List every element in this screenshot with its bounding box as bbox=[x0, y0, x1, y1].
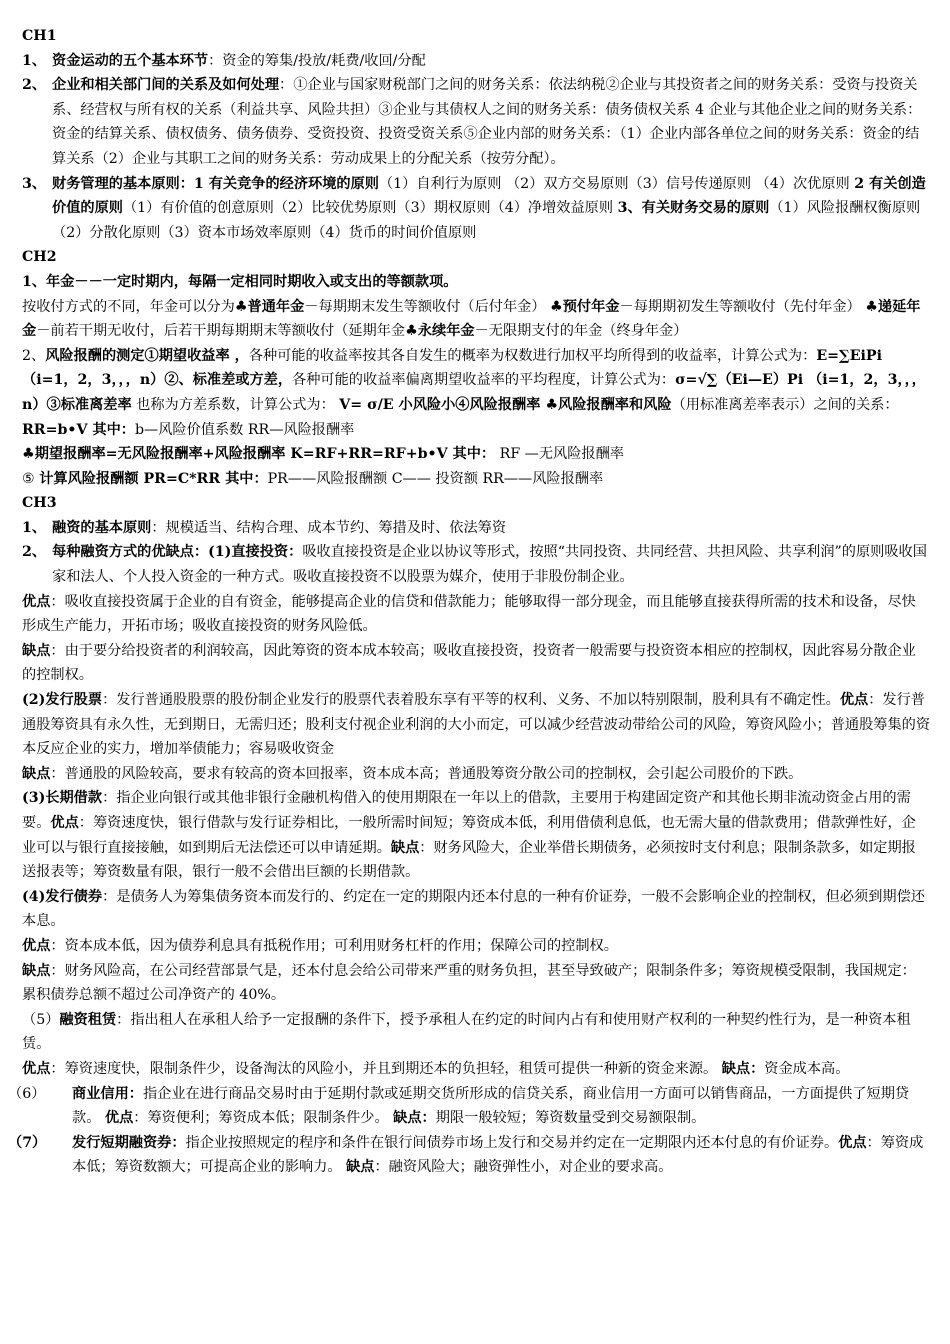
item-text: ：资金的筹集/投放/耗费/收回/分配 bbox=[208, 52, 426, 69]
text: ：筹资便利；筹资成本低；限制条件少。 bbox=[133, 1110, 394, 1127]
text: ：普通股的风险较高，要求有较高的资本回报率，资本成本高；普通股筹资分散公司的控制权，会引起公司股价的下跌。 bbox=[50, 765, 803, 782]
item-number: （7） bbox=[8, 1134, 47, 1151]
pros-label: 优点 bbox=[22, 1060, 51, 1077]
section-label: 发行短期融资券： bbox=[72, 1134, 186, 1151]
text: ：筹资速度快，限制条件少，设备淘汰的风险小，并且到期还本的负担轻，租赁可提供一种新的资金来源。 bbox=[50, 1060, 722, 1077]
text: ：指企业向银行或其他非银行金融机构借入的使用期限在一年以上的借款，主要用于构建固定资产和其他长期非流动资金占用的需要。 bbox=[22, 790, 911, 831]
item-number: 1、 bbox=[22, 52, 47, 69]
section-label: (2)发行股票 bbox=[22, 692, 103, 709]
item-text: ：规模适当、结构合理、成本节约、筹措及时、依法筹资 bbox=[151, 519, 507, 536]
text: ：筹资速度快，银行借款与发行证券相比，一般所需时间短；筹资成本低，利用借债利息低，也无需大量的借款费用；借款弹性好，企业可以与银行直接接触，如到期后无法偿还可以申请延期。 bbox=[22, 815, 916, 856]
direct-investment-pros bbox=[22, 590, 930, 639]
text: b—风险价值系数 RR—风险报酬率 bbox=[134, 421, 355, 438]
item-label: 财务管理的基本原则： bbox=[52, 175, 194, 192]
text: ：资本成本低，因为债券利息具有抵税作用；可利用财务杠杆的作用；保障公司的控制权。 bbox=[50, 937, 618, 954]
principle-group-2-text: （1）有价值的创意原则（2）比较优势原则（3）期权原则（4）净增效益原则 bbox=[122, 200, 618, 217]
pros-label: 优点 bbox=[839, 692, 869, 709]
chapter-2-title: CH2 bbox=[22, 249, 57, 266]
chapter-1-title: CH1 bbox=[22, 28, 57, 44]
formula: V= σ/E 小风险小④风险报酬率 ♣风险报酬率和风险 bbox=[339, 396, 672, 413]
item-label: 融资的基本原则 bbox=[52, 519, 152, 536]
term: 永续年金 bbox=[417, 323, 475, 340]
item-number: 3、 bbox=[22, 175, 47, 192]
text: ：发行普通股筹资具有永久性，无到期日，无需归还；股利支付视企业利润的大小而定，可以减少经营波动带给公司的风险，筹资风险小；普通股筹集的资本反应企业的实力，增加举债能力；容易吸收资金 bbox=[22, 692, 931, 758]
principle-group-3-text: （1）风险报酬权衡原则（2）分散化原则（3）资本市场效率原则（4）货币的时间价值原则 bbox=[52, 200, 921, 241]
term: 预付年金 bbox=[562, 298, 620, 315]
financial-lease bbox=[22, 1008, 930, 1057]
document-page bbox=[8, 24, 931, 1180]
item-number: 2、 bbox=[22, 544, 47, 561]
cons-label: 缺点 bbox=[390, 839, 420, 856]
term: 风险报酬的测定①期望收益率 ， bbox=[45, 347, 249, 364]
principle-group-2: 2 有关创造价值的原则 bbox=[52, 175, 926, 217]
commercial-credit bbox=[8, 1082, 930, 1131]
section-label: 融资租赁 bbox=[59, 1011, 117, 1028]
text: －前若干期无收付，后若干期每期期末等额收付（延期年金♣ bbox=[36, 323, 418, 340]
section-label: (3)长期借款 bbox=[22, 790, 103, 807]
expected-return-formula bbox=[22, 442, 930, 467]
cons-label: 缺点： bbox=[393, 1110, 436, 1127]
chapter-3-title: CH3 bbox=[22, 495, 57, 512]
item-number: 2、 bbox=[22, 77, 47, 94]
text: －每期期初发生等额收付（先付年金） ♣ bbox=[619, 298, 878, 315]
stock-issuance bbox=[22, 688, 930, 762]
text: 期限一般较短；筹资数量受到交易额限制。 bbox=[435, 1110, 706, 1127]
text: PR——风险报酬额 C—— 投资额 RR——风险报酬率 bbox=[267, 470, 604, 487]
text: ：发行普通股股票的股份制企业发行的股票代表着股东享有平等的权利、义务、不加以特别限制，股利具有不确定性。 bbox=[102, 692, 840, 709]
risk-measurement bbox=[22, 344, 930, 442]
annuity-types bbox=[22, 295, 930, 344]
text: 各种可能的收益率偏离期望收益率的平均程度，计算公式为： bbox=[292, 372, 676, 389]
text: 资金成本高。 bbox=[764, 1060, 850, 1077]
text: －无限期支付的年金（终身年金） bbox=[474, 323, 688, 340]
text: ⑤ bbox=[22, 470, 40, 487]
formula: σ=√∑（Ei—E）Pi （i=1，2，3，，，n）③标准离差率 bbox=[22, 372, 926, 413]
bond-cons bbox=[22, 959, 930, 1008]
ch1-item-3 bbox=[22, 172, 930, 246]
pros-label: 优点 bbox=[22, 593, 51, 610]
bond-pros bbox=[22, 934, 930, 959]
item-label: 资金运动的五个基本环节 bbox=[52, 52, 209, 69]
text: ：财务风险高，在公司经营部景气是，还本付息会给公司带来严重的财务负担，甚至导致破产；限制条件多；筹资规模受限制，我国规定：累积债券总额不超过公司净资产的 40%。 bbox=[22, 962, 916, 1004]
formula: E=∑EiPi （i=1，2，3，，，n）②、标准差或方差， bbox=[22, 347, 882, 389]
principle-group-1: 1 有关竞争的经济环境的原则 bbox=[193, 175, 379, 192]
text: ：指出租人在承租人给予一定报酬的条件下，授予承租人在约定的时间内占有和使用财产权利的一种契约性行为，是一种资本租赁。 bbox=[22, 1011, 911, 1053]
short-term-commercial-paper bbox=[8, 1131, 930, 1180]
text: RF —无风险报酬率 bbox=[495, 446, 624, 463]
cons-label: 缺点 bbox=[22, 642, 51, 659]
item-text: 吸收直接投资是企业以协议等形式，按照“共同投资、共同经营、共担风险、共享利润”的原则吸收国家和法人、个人投入资金的一种方式。吸收直接投资不以股票为媒介，使用于非股份制企业。 bbox=[52, 544, 927, 586]
text: ：融资风险大；融资弹性小，对企业的要求高。 bbox=[374, 1159, 673, 1176]
text: 2、 bbox=[22, 347, 46, 364]
text: ：筹资成本低；筹资数额大；可提高企业的影响力。 bbox=[72, 1134, 924, 1176]
term: 递延年金 bbox=[22, 298, 921, 340]
text: （用标准离差率表示）之间的关系： bbox=[671, 396, 899, 413]
pros-label: 优点 bbox=[22, 937, 51, 954]
section-label: (4)发行债券 bbox=[22, 888, 103, 905]
text: ：由于要分给投资者的利润较高，因此筹资的资本成本较高；吸收直接投资，投资者一般需要与投资资本相应的控制权，因此容易分散企业的控制权。 bbox=[22, 642, 916, 684]
stock-cons bbox=[22, 762, 930, 787]
ch3-item-1 bbox=[22, 516, 930, 541]
formula: 计算风险报酬额 PR=C*RR 其中： bbox=[39, 470, 268, 487]
text: －每期期末发生等额收付（后付年金） ♣ bbox=[304, 298, 563, 315]
cons-label: 缺点 bbox=[22, 962, 51, 979]
risk-premium-amount bbox=[22, 467, 930, 492]
financial-lease-pros-cons bbox=[22, 1057, 930, 1082]
item-number: 1、 bbox=[22, 519, 47, 536]
ch1-item-1 bbox=[22, 49, 930, 74]
pros-label: 优点 bbox=[50, 815, 79, 831]
ch3-item-2 bbox=[22, 540, 930, 589]
term: 普通年金 bbox=[247, 298, 305, 315]
item-text: ：①企业与国家财税部门之间的财务关系：依法纳税②企业与其投资者之间的财务关系：受资与投资关系、经营权与所有权的关系（利益共享、风险共担）③企业与其债权人之间的财务关系：债务债权关系 4 企业与其他企业之间的财务关系：资金的结算关系、债权债务、债务债券、受资投资、投资受资关系⑤企业内部的财务关系：（1）企业内部各单位之间的财务关系：资金的结算关系（2）企业与其职工之间的财务关系：劳动成果上的分配关系（按劳分配）。 bbox=[52, 77, 922, 167]
text: ：吸收直接投资属于企业的自有资金，能够提高企业的信贷和借款能力；能够取得一部分现金，而且能够直接获得所需的技术和设备，尽快形成生产能力，开拓市场；吸收直接投资的财务风险低。 bbox=[22, 593, 916, 635]
text: 按收付方式的不同，年金可以分为♣ bbox=[22, 298, 248, 315]
pros-label: 优点 bbox=[104, 1110, 134, 1127]
item-number: （5） bbox=[22, 1011, 60, 1028]
long-term-loan bbox=[22, 786, 930, 884]
text: 也称为方差系数，计算公式为： bbox=[131, 396, 340, 413]
pros-label: 优点 bbox=[838, 1134, 867, 1151]
annuity-definition: 1、年金－－一定时期内，每隔一定相同时期收入或支出的等额款项。 bbox=[22, 273, 458, 290]
text: ：财务风险大，企业举借长期债务，必须按时支付利息；限制条款多，如定期报送报表等；筹资数量有限，银行一般不会借出巨额的长期借款。 bbox=[22, 839, 916, 881]
item-label: 每种融资方式的优缺点：(1)直接投资： bbox=[52, 544, 303, 561]
section-label: 商业信用： bbox=[72, 1085, 143, 1102]
direct-investment-cons bbox=[22, 639, 930, 688]
item-label: 企业和相关部门间的关系及如何处理 bbox=[52, 77, 280, 94]
text: ：是债务人为筹集债务资本而发行的、约定在一定的期限内还本付息的一种有价证券，一般不会影响企业的控制权，但必须到期偿还本息。 bbox=[22, 888, 925, 930]
cons-label: 缺点： bbox=[721, 1060, 765, 1077]
bond-issuance bbox=[22, 885, 930, 934]
text: 各种可能的收益率按其各自发生的概率为权数进行加权平均所得到的收益率，计算公式为： bbox=[248, 347, 817, 364]
cons-label: 缺点 bbox=[346, 1159, 375, 1176]
cons-label: 缺点 bbox=[22, 765, 51, 782]
item-number: （6） bbox=[8, 1085, 46, 1102]
principle-group-3: 3、有关财务交易的原则 bbox=[617, 200, 770, 217]
formula: RR=b•V 其中： bbox=[22, 421, 135, 438]
principle-group-1-text: （1）自利行为原则 （2）双方交易原则（3）信号传递原则 （4）次优原则 bbox=[378, 175, 855, 192]
formula: ♣期望报酬率=无风险报酬率+风险报酬率 K=RF+RR=RF+b•V 其中： bbox=[22, 446, 496, 463]
text: 指企业按照规定的程序和条件在银行间债券市场上发行和交易并约定在一定期限内还本付息的有价证券。 bbox=[185, 1134, 839, 1151]
ch1-item-2 bbox=[22, 73, 930, 171]
text: 指企业在进行商品交易时由于延期付款或延期交货所形成的信贷关系，商业信用一方面可以销售商品，一方面提供了短期贷款。 bbox=[72, 1085, 910, 1127]
